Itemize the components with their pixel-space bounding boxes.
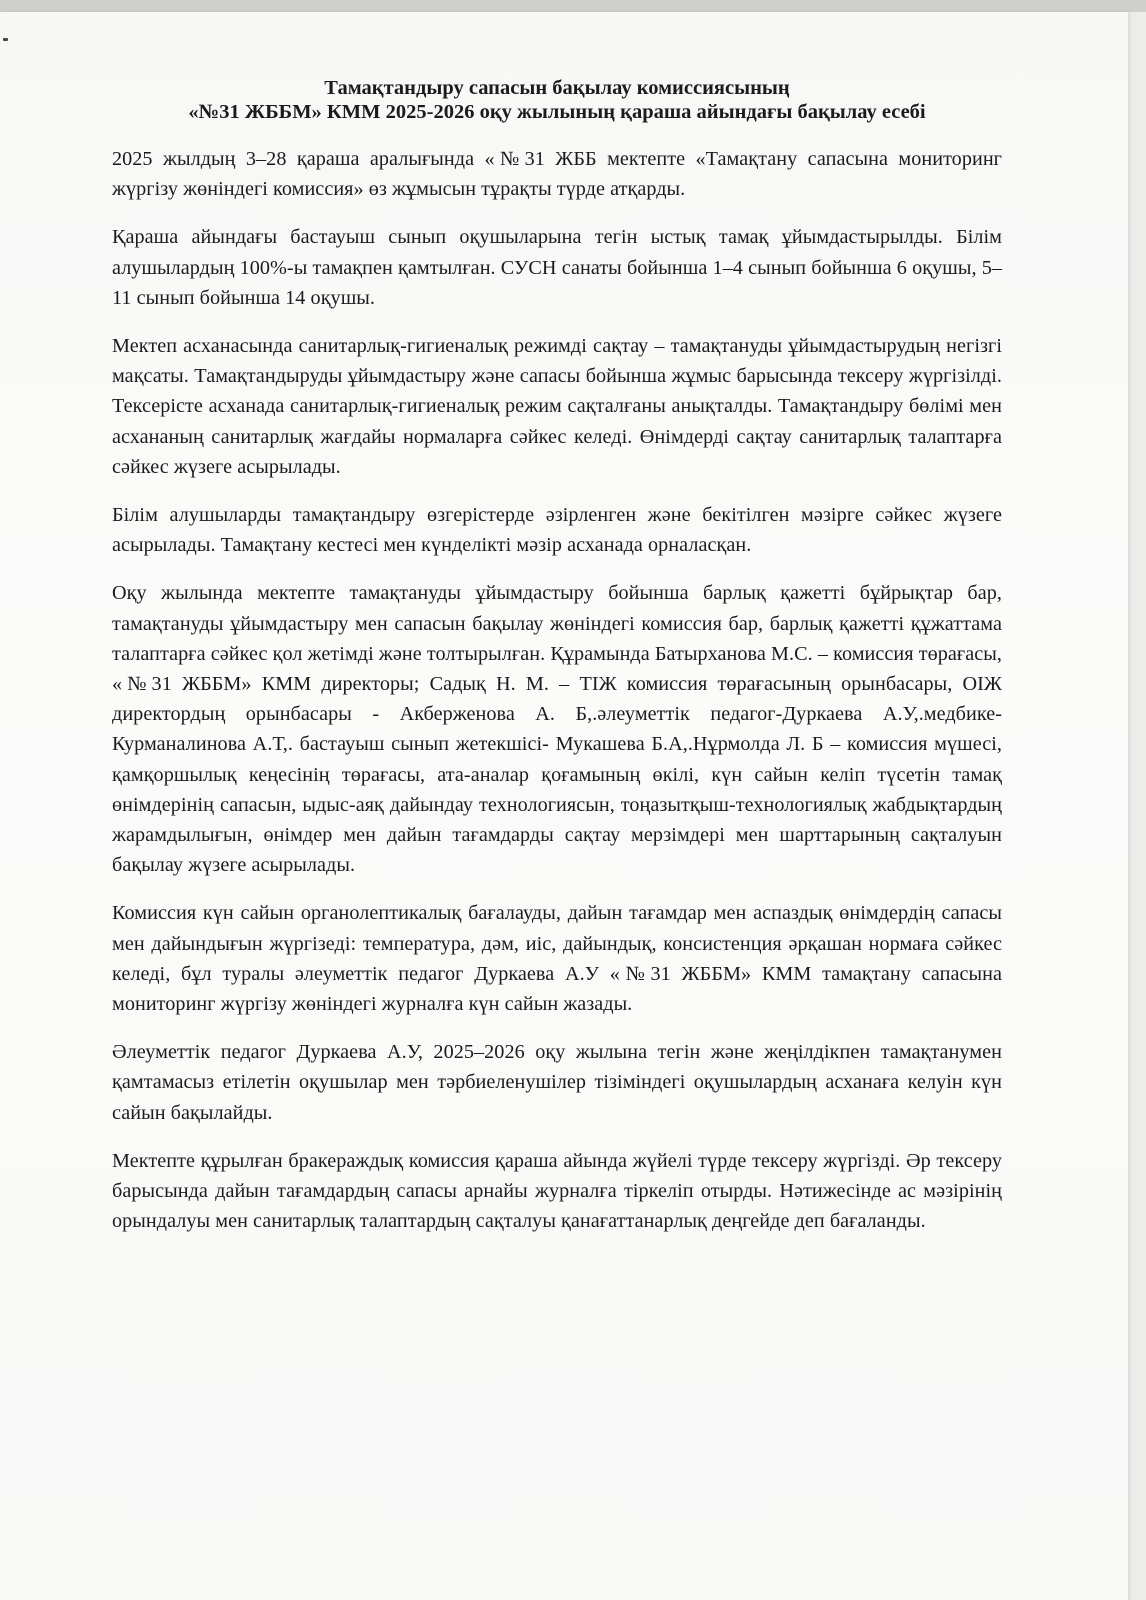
title-line-1: Тамақтандыру сапасын бақылау комиссиясының (324, 77, 790, 99)
paragraph-attendance-control: Әлеуметтік педагог Дуркаева А.У, 2025–2026 оқу жылына тегін және жеңілдікпен тамақтанумен қамтамасыз етілетін оқушылар мен тәрбиеленушілер тізіміндегі оқушылардың асханаға келуін күн сайын бақылайды. (112, 1041, 1002, 1124)
paragraph-organoleptic-evaluation: Комиссия күн сайын органолептикалық бағалауды, дайын тағамдар мен аспаздық өнімдердің сапасы мен дайындығын жүргізеді: температура, дәм, иіс, дайындық, консистенция әрқашан нормаға сәйкес келеді, бұл туралы әлеуметтік педагог Дуркаева А.У «№31 ЖББМ» КММ тамақтану сапасына мониторинг жүргізу жөніндегі журналға күн сайын жазады. (112, 902, 1002, 1016)
right-margin-strip (1128, 12, 1146, 1600)
title-line-2: «№31 ЖББМ» КММ 2025-2026 оқу жылының қараша айындағы бақылау есебі (188, 101, 926, 123)
paragraph-commission-work: 2025 жылдың 3–28 қараша аралығында «№31 ЖББ мектепте «Тамақтану сапасына мониторинг жүргізу жөніндегі комиссия» өз жұмысын тұрақты түрде атқарды. (112, 148, 1002, 201)
report-title (112, 76, 1002, 124)
report-document (112, 76, 1002, 1255)
top-border-strip (0, 0, 1146, 12)
paragraph-sanitary-regime: Мектеп асханасында санитарлық-гигиеналық режимді сақтау – тамақтануды ұйымдастырудың негізгі мақсаты. Тамақтандыруды ұйымдастыру және сапасы бойынша жұмыс барысында тексеру жүргізілді. Тексерісте асханада санитарлық-гигиеналық режим сақталғаны анықталды. Тамақтандыру бөлімі мен асхананың санитарлық жағдайы нормаларға сәйкес келеді. Өнімдерді сақтау санитарлық талаптарға сәйкес жүзеге асырылады. (112, 335, 1002, 478)
paragraph-menu: Білім алушыларды тамақтандыру өзгерістерде әзірленген және бекітілген мәзірге сәйкес жүзеге асырылады. Тамақтану кестесі мен күнделікті мәзір асханада орналасқан. (112, 504, 1002, 557)
paragraph-brakerage-commission: Мектепте құрылған бракераждық комиссия қараша айында жүйелі түрде тексеру жүргізді. Әр тексеру барысында дайын тағамдардың сапасы арнайы журналға тіркеліп отырды. Нәтижесінде ас мәзірінің орындалуы мен санитарлық талаптардың сақталуы қанағаттанарлық деңгейде деп бағаланды. (112, 1149, 1002, 1233)
paragraph-free-meals: Қараша айындағы бастауыш сынып оқушыларына тегін ыстық тамақ ұйымдастырылды. Білім алушылардың 100%-ы тамақпен қамтылған. СУСН санаты бойынша 1–4 сынып бойынша 6 оқушы, 5–11 сынып бойынша 14 оқушы. (112, 226, 1002, 309)
paragraph-commission-members: Оқу жылында мектепте тамақтануды ұйымдастыру бойынша барлық қажетті бұйрықтар бар, тамақтануды ұйымдастыру мен сапасын бақылау жөніндегі комиссия бар, барлық қажетті құжаттама талаптарға сәйкес қол жетімді және толтырылған. Құрамында Батырханова М.С. – комиссия төрағасы, «№31 ЖББМ» КММ директоры; Садық Н. М. – ТІЖ комиссия төрағасының орынбасары, ОІЖ директордың орынбасары - Акберженова А. Б,.әлеуметтік педагог-Дуркаева А.У,.медбике-Курманалинова А.Т,. бастауыш сынып жетекшісі- Мукашева Б.А,.Нұрмолда Л. Б – комиссия мүшесі, қамқоршылық кеңесінің төрағасы, ата-аналар қоғамының өкілі, күн сайын келіп түсетін тамақ өнімдерінің сапасын, ыдыс-аяқ дайындау технологиясын, тоңазытқыш-технологиялық жабдықтардың жарамдылығын, өнімдер мен дайын тағамдарды сақтау мерзімдері мен шарттарының сақталуын бақылау жүзеге асырылады. (112, 582, 1002, 877)
scan-speck (3, 38, 8, 41)
